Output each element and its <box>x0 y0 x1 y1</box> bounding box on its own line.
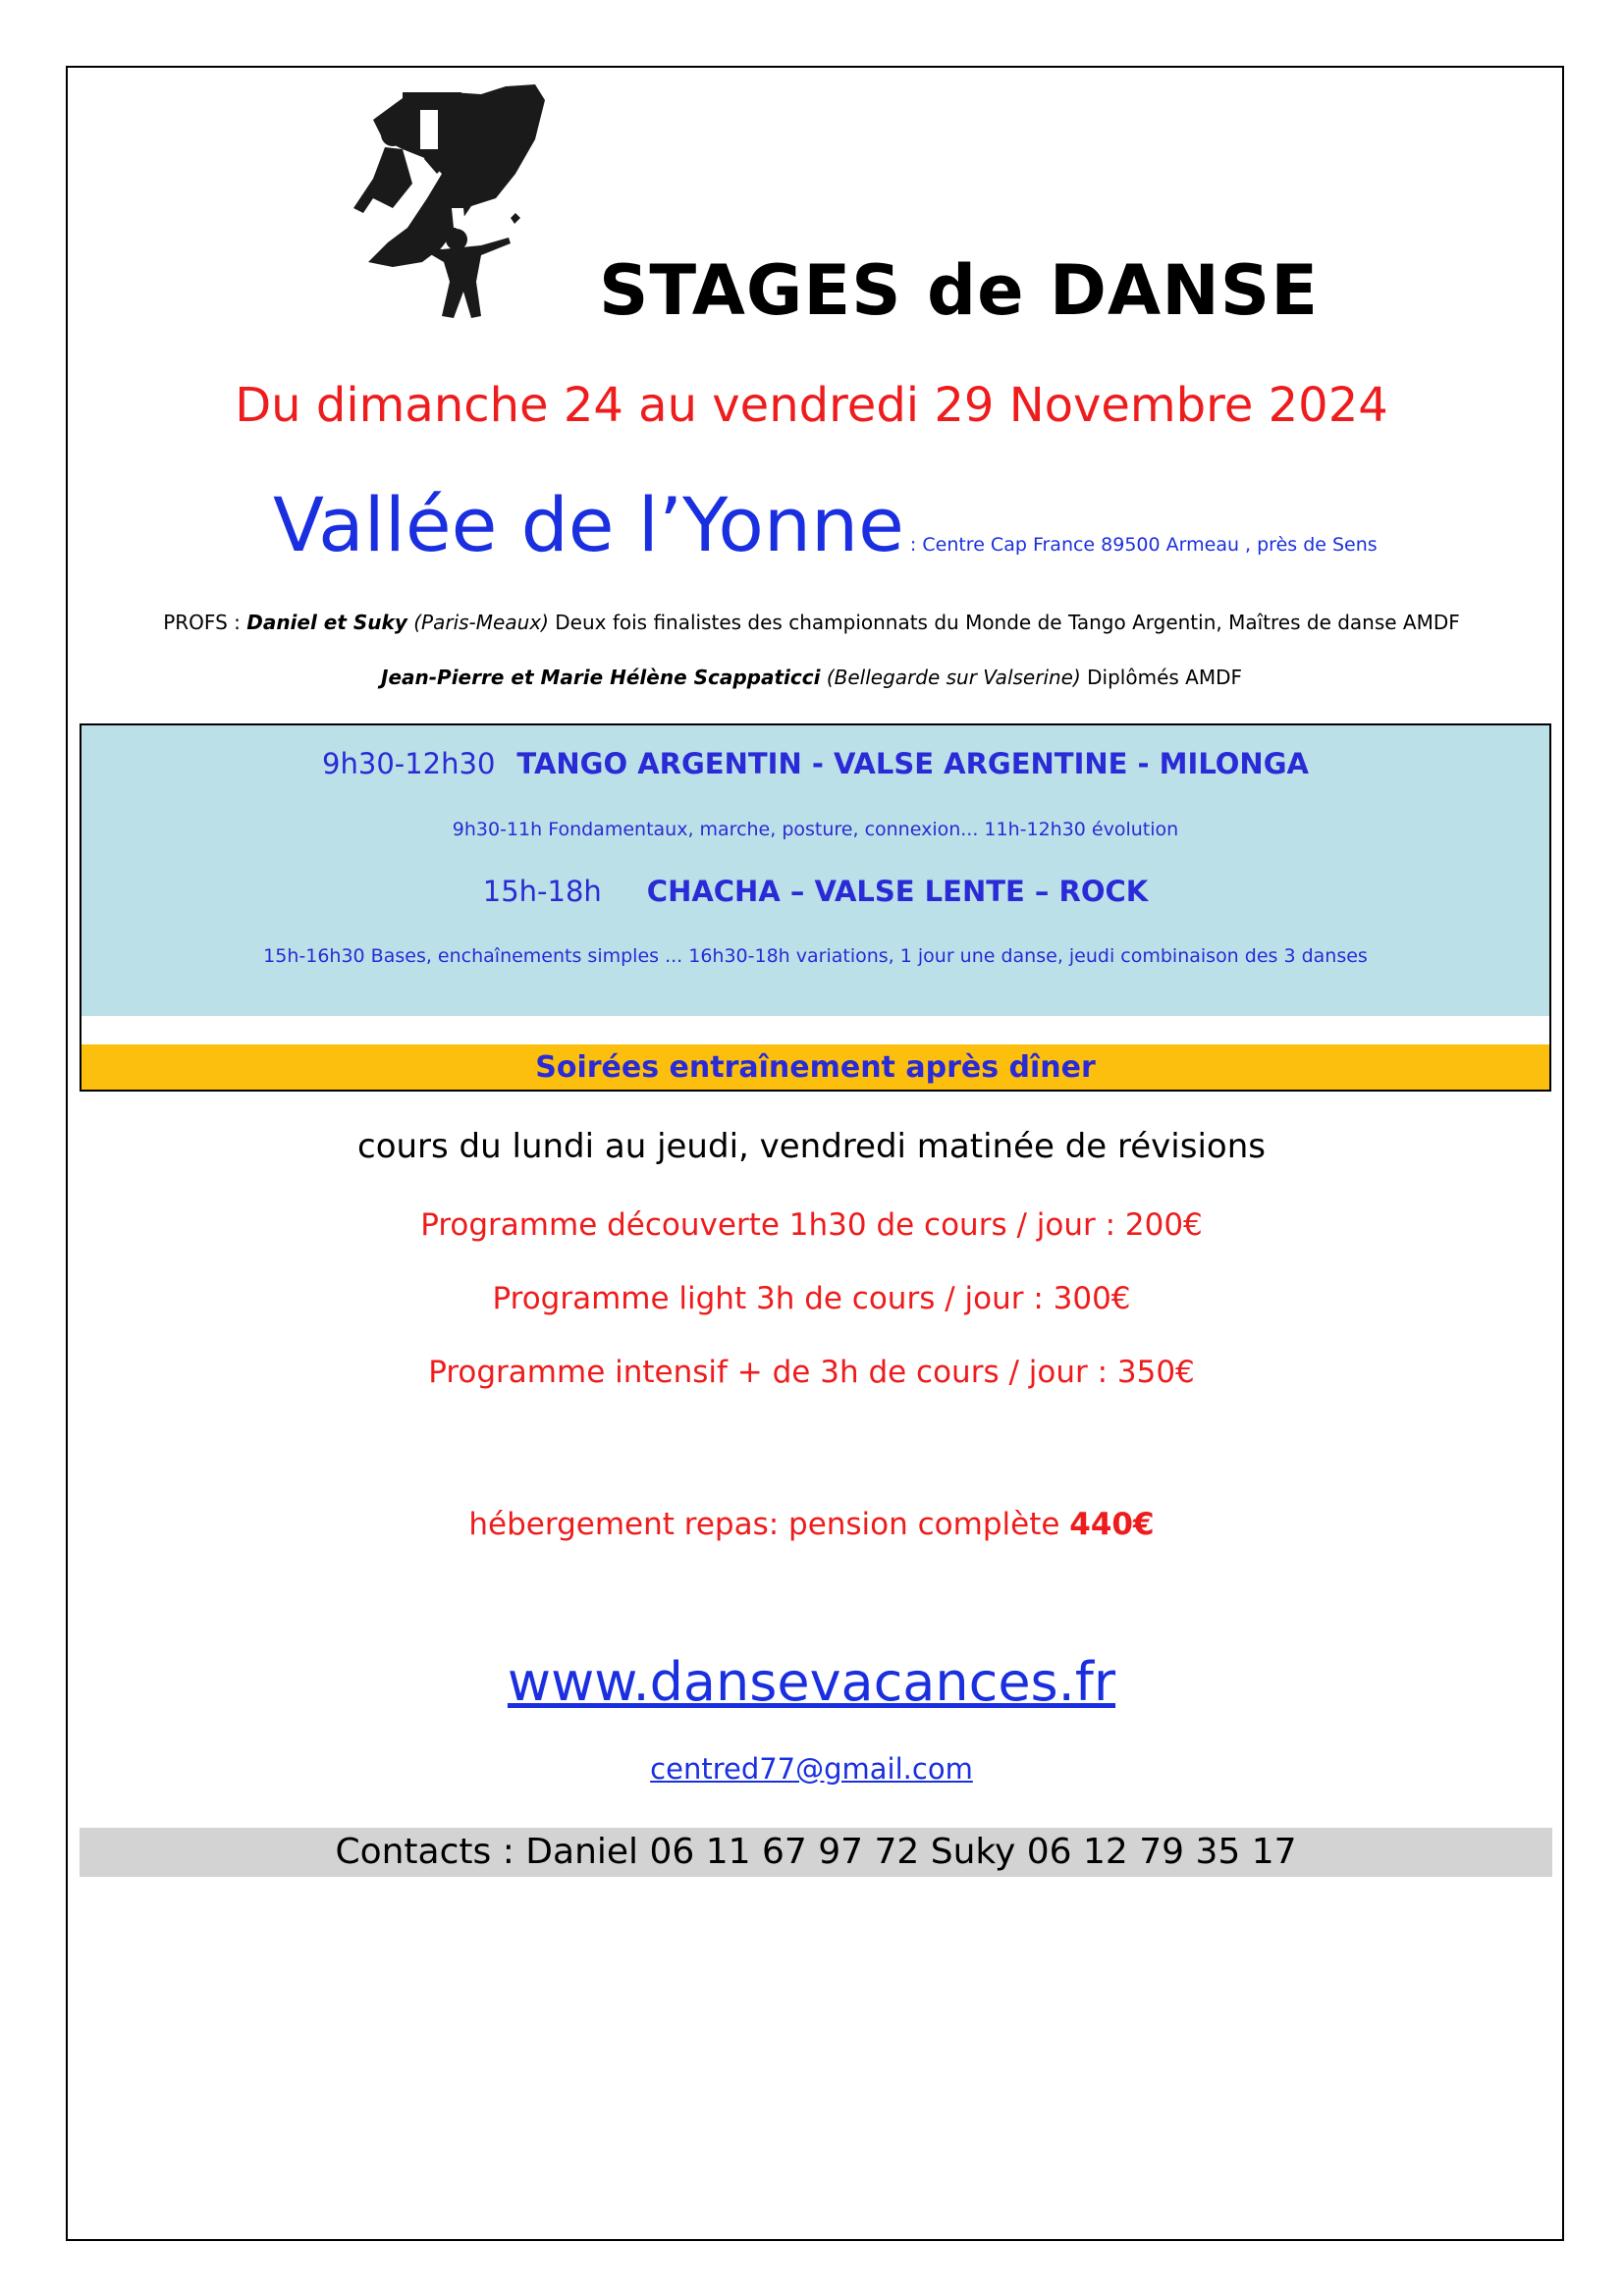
location-name: Vallée de l’Yonne <box>273 481 904 568</box>
event-dates: Du dimanche 24 au vendredi 29 Novembre 2024 <box>235 378 1388 433</box>
teachers-label: PROFS : <box>163 611 247 634</box>
contacts-bar: Contacts : Daniel 06 11 67 97 72 Suky 06 12 79 35 17 <box>80 1828 1552 1877</box>
course-days: cours du lundi au jeudi, vendredi matinée de révisions <box>357 1127 1266 1166</box>
afternoon-time: 15h-18h <box>482 875 602 908</box>
schedule-box <box>80 723 1551 1092</box>
lodging-price: 440€ <box>1069 1507 1155 1542</box>
website-link[interactable]: www.dansevacances.fr <box>507 1651 1116 1713</box>
program-intensive: Programme intensif + de 3h de cours / jour : 350€ <box>428 1355 1195 1390</box>
schedule-panel <box>81 725 1549 1016</box>
location-detail: : Centre Cap France 89500 Armeau , près de Sens <box>909 534 1378 556</box>
morning-detail: 9h30-11h Fondamentaux, marche, posture, connexion... 11h-12h30 évolution <box>452 819 1179 840</box>
afternoon-dances: CHACHA – VALSE LENTE – ROCK <box>646 875 1149 908</box>
morning-time: 9h30-12h30 <box>322 747 496 780</box>
page-title: STAGES de DANSE <box>599 250 1320 331</box>
teachers-line-2 <box>0 666 1623 689</box>
lodging-text: hébergement repas: pension complète <box>468 1507 1070 1542</box>
email-link[interactable]: centred77@gmail.com <box>650 1752 973 1786</box>
teachers-origin-1: (Paris-Meaux) <box>413 611 549 634</box>
teachers-text-2: Diplômés AMDF <box>1080 666 1242 689</box>
program-discovery: Programme découverte 1h30 de cours / jour : 200€ <box>420 1207 1203 1243</box>
afternoon-line <box>81 875 1549 908</box>
teachers-names-2: Jean-Pierre et Marie Hélène Scappaticci <box>381 666 821 689</box>
teachers-line-1 <box>0 611 1623 634</box>
evening-training-bar: Soirées entraînement après dîner <box>81 1044 1549 1090</box>
dancers-shoe-logo <box>334 80 560 326</box>
teachers-origin-2: (Bellegarde sur Valserine) <box>820 666 1081 689</box>
morning-dances: TANGO ARGENTIN - VALSE ARGENTINE - MILONGA <box>516 747 1309 780</box>
teachers-names-1: Daniel et Suky <box>246 611 407 634</box>
morning-line <box>81 747 1549 780</box>
location <box>273 481 1378 568</box>
lodging-line <box>0 1507 1623 1542</box>
afternoon-detail: 15h-16h30 Bases, enchaînements simples ... 16h30-18h variations, 1 jour une danse, jeudi combinaison des 3 danses <box>263 945 1368 967</box>
teachers-text-1: Deux fois finalistes des championnats du Monde de Tango Argentin, Maîtres de danse AMDF <box>548 611 1460 634</box>
program-light: Programme light 3h de cours / jour : 300€ <box>492 1281 1131 1316</box>
